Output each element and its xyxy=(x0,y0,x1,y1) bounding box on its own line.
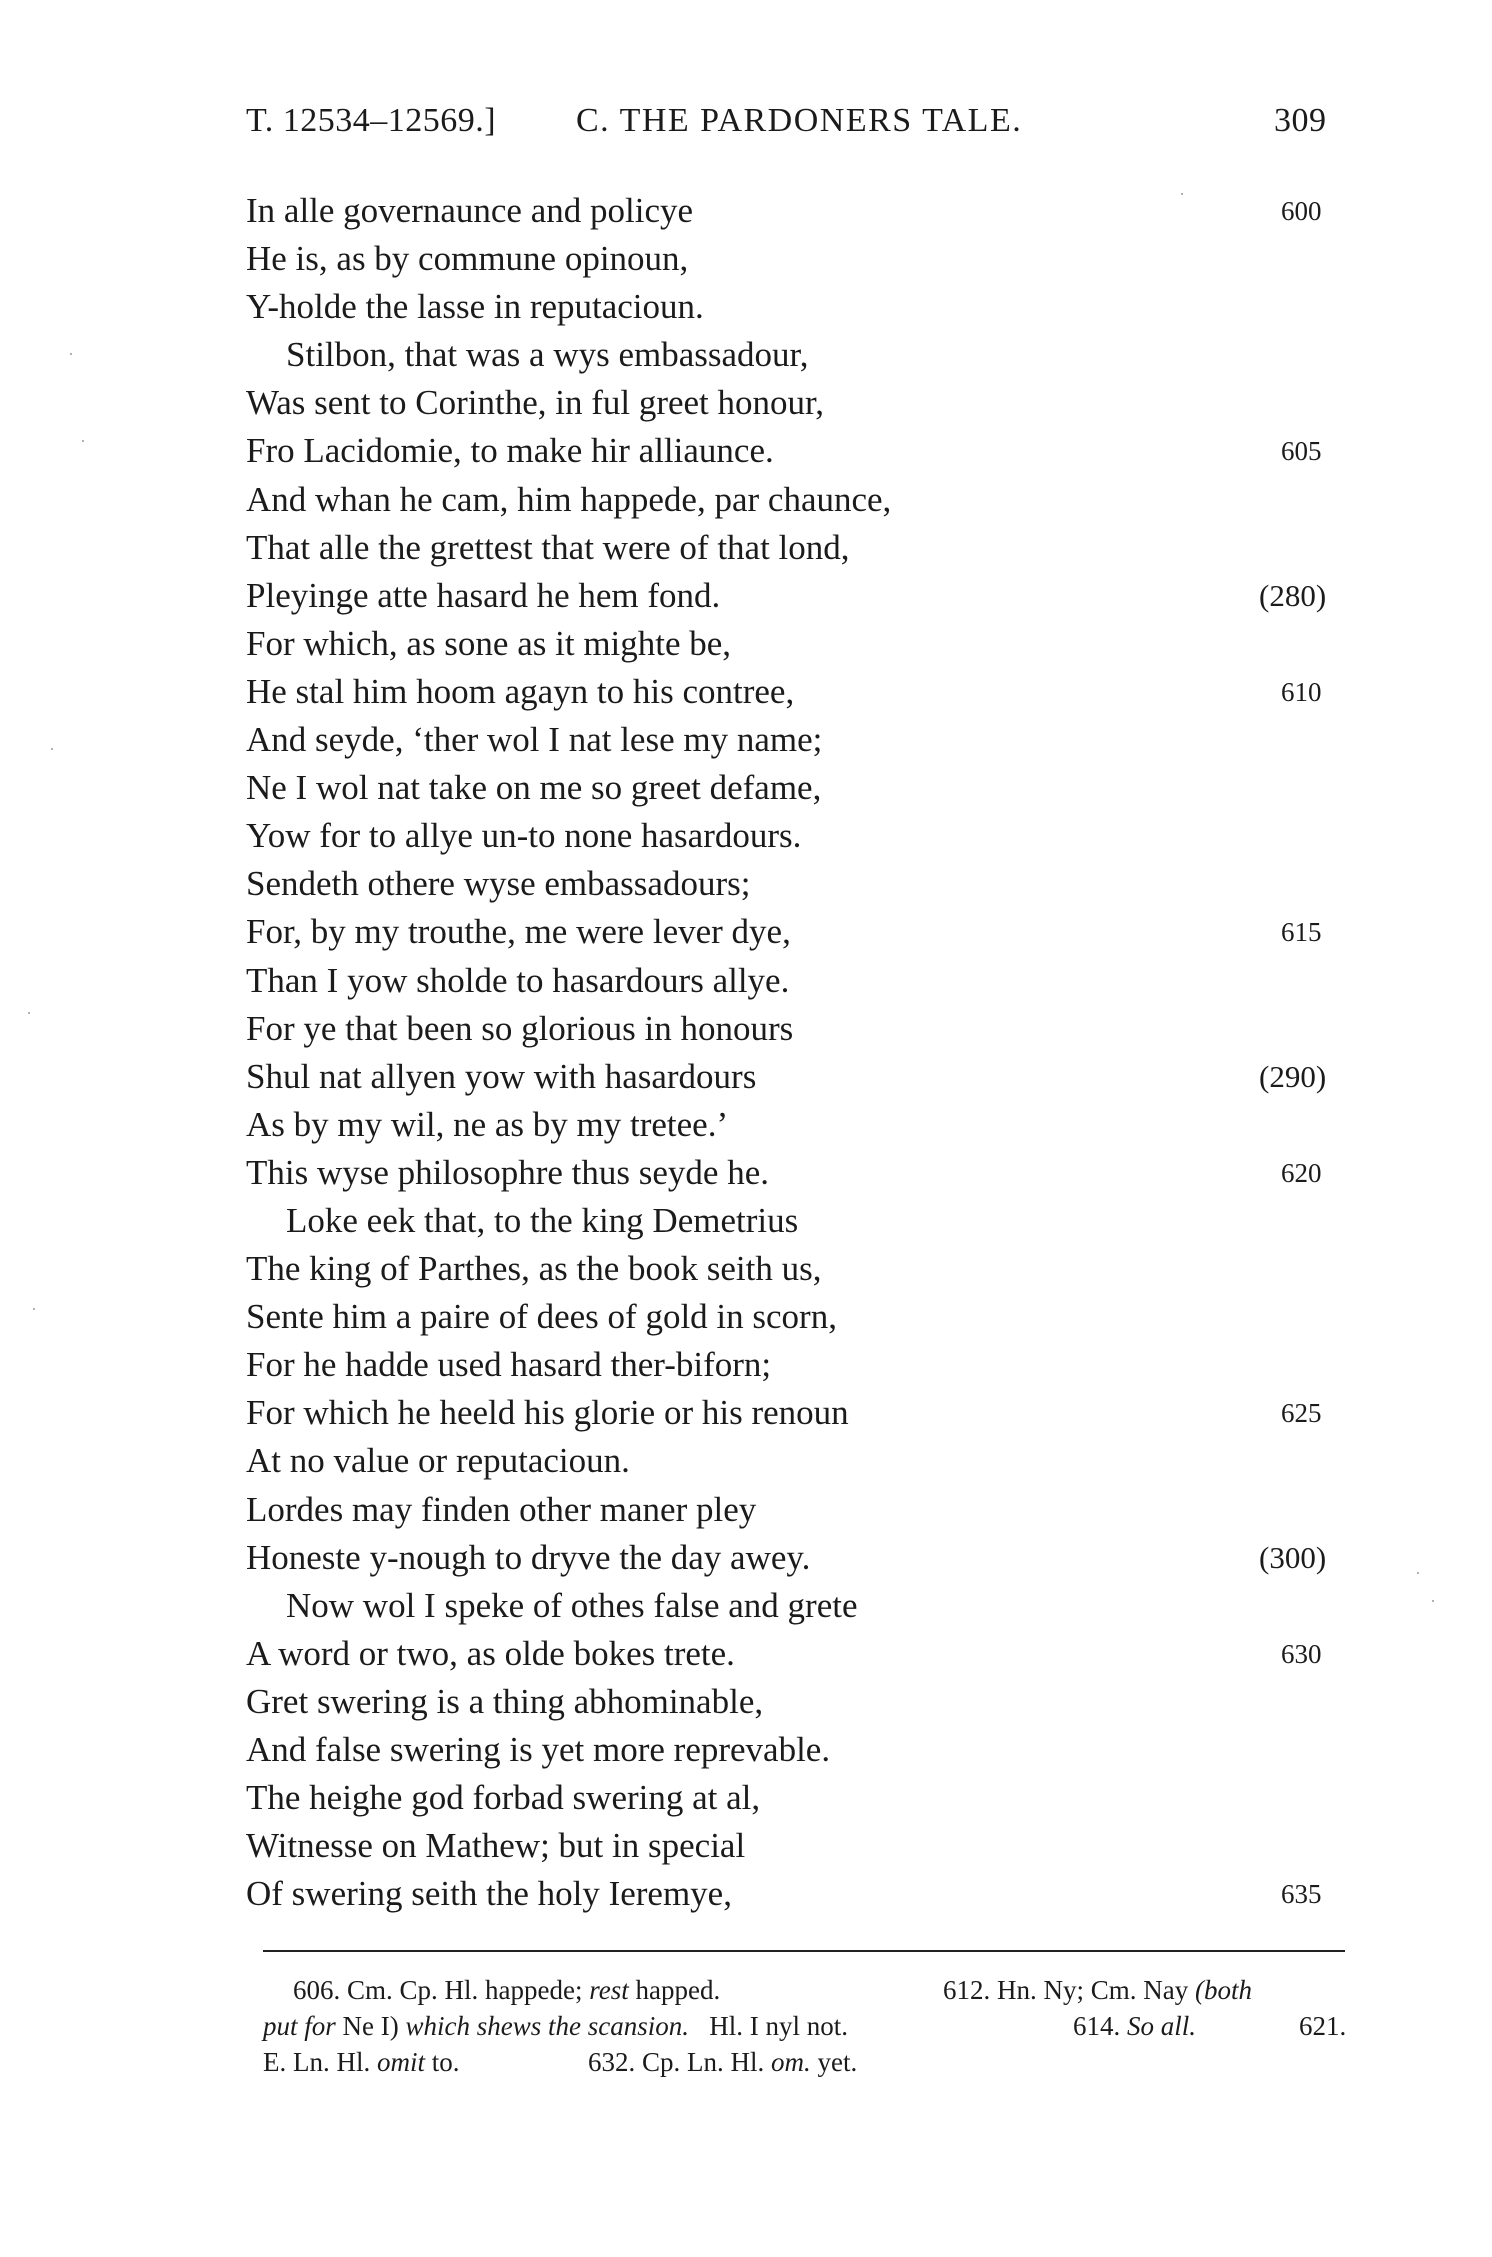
verse-line: At no value or reputacioun. xyxy=(246,1441,630,1481)
verse-line: Gret swering is a thing abhominable, xyxy=(246,1681,764,1721)
verse-line: A word or two, as olde bokes trete. 630 xyxy=(246,1630,1356,1678)
footnote-621: 621. xyxy=(1299,2011,1347,2041)
verse-line: Ne I wol nat take on me so greet defame, xyxy=(246,768,822,808)
verse-line: He is, as by commune opinoun, xyxy=(246,239,689,279)
verse-line: Than I yow sholde to hasardours allye. xyxy=(246,960,790,1000)
verse-line: For which he heeld his glorie or his renoun 625 xyxy=(246,1389,1356,1437)
scan-speck xyxy=(1417,1572,1419,1574)
verse-line: Lordes may finden other maner pley xyxy=(246,1489,757,1529)
verse-line: And seyde, ‘ther wol I nat lese my name; xyxy=(246,720,823,760)
verse-line: Stilbon, that was a wys embassadour, xyxy=(286,335,809,375)
verse-line: Was sent to Corinthe, in ful greet honour, xyxy=(246,383,825,423)
verse-line: For, by my trouthe, me were lever dye, 615 xyxy=(246,908,1356,956)
footnote-614: 614. So all. xyxy=(1073,2011,1197,2041)
verse-line: This wyse philosophre thus seyde he. 620 xyxy=(246,1149,1356,1197)
line-number: 600 xyxy=(1281,196,1322,226)
line-number: 605 xyxy=(1281,436,1322,467)
line-number: 635 xyxy=(1281,1879,1322,1910)
line-range: T. 12534–12569.] xyxy=(246,102,497,139)
verse-line: Shul nat allyen yow with hasardours (290) xyxy=(246,1053,1356,1101)
line-number: (290) xyxy=(1259,1058,1327,1094)
footnotes xyxy=(263,1972,1345,2080)
verse-line: As by my wil, ne as by my tretee.’ xyxy=(246,1104,729,1144)
verse-line: Sente him a paire of dees of gold in scorn, xyxy=(246,1297,837,1337)
running-header xyxy=(246,102,1346,150)
page-title: C. THE PARDONERS TALE. xyxy=(576,102,1023,139)
verse-line: The heighe god forbad swering at al, xyxy=(246,1778,761,1818)
verse-line: And false swering is yet more reprevable. xyxy=(246,1730,831,1769)
footnote-632: 632. Cp. Ln. Hl. om. yet. xyxy=(588,2047,858,2077)
scan-speck xyxy=(1432,1600,1434,1602)
footnote-line xyxy=(263,2044,1345,2080)
verse-line: Of swering seith the holy Ieremye, 635 xyxy=(246,1870,1356,1918)
verse-line: For he hadde used hasard ther-biforn; xyxy=(246,1345,772,1385)
verse-line: In alle governaunce and policye 600 xyxy=(246,187,1356,235)
scan-speck xyxy=(70,353,72,355)
footnote-divider xyxy=(263,1950,1345,1952)
verse-line: Y-holde the lasse in reputacioun. xyxy=(246,287,704,327)
scan-speck xyxy=(28,1012,30,1014)
line-number: (280) xyxy=(1259,577,1327,613)
verse-line: For ye that been so glorious in honours xyxy=(246,1008,794,1048)
verse-line: For which, as sone as it mighte be, xyxy=(246,623,732,663)
verse-line: Honeste y-nough to dryve the day awey. (300) xyxy=(246,1534,1356,1582)
verse-line: Sendeth othere wyse embassadours; xyxy=(246,864,751,904)
line-number: 625 xyxy=(1281,1398,1322,1429)
verse-line: Yow for to allye un-to none hasardours. xyxy=(246,816,802,856)
verse-text xyxy=(246,187,1356,1918)
line-number: 615 xyxy=(1281,917,1322,948)
scan-speck xyxy=(82,440,84,442)
verse-line: He stal him hoom agayn to his contree, 610 xyxy=(246,668,1356,716)
page-number: 309 xyxy=(1274,102,1327,139)
verse-line: Witnesse on Mathew; but in special xyxy=(246,1826,746,1866)
line-number: 620 xyxy=(1281,1157,1322,1188)
scan-speck xyxy=(33,1308,35,1310)
footnote-612-cont: put for Ne I) which shews the scansion. Hl. I nyl not. xyxy=(263,2011,848,2041)
verse-line: Now wol I speke of othes false and grete xyxy=(286,1585,858,1625)
line-number: (300) xyxy=(1259,1539,1327,1575)
verse-line: Pleyinge atte hasard he hem fond. (280) xyxy=(246,572,1356,620)
line-number: 630 xyxy=(1281,1638,1322,1669)
verse-line: That alle the grettest that were of that lond, xyxy=(246,527,850,567)
footnote-621-cont: E. Ln. Hl. omit to. xyxy=(263,2047,460,2077)
verse-line: Fro Lacidomie, to make hir alliaunce. 605 xyxy=(246,427,1356,475)
footnote-line xyxy=(263,2008,1345,2044)
line-number: 610 xyxy=(1281,676,1322,707)
scan-speck xyxy=(51,748,53,750)
verse-line: Loke eek that, to the king Demetrius xyxy=(286,1200,799,1240)
verse-line: And whan he cam, him happede, par chaunce, xyxy=(246,479,892,519)
footnote-line xyxy=(263,1972,1345,2008)
scan-speck xyxy=(1181,193,1183,195)
footnote-612: 612. Hn. Ny; Cm. Nay (both xyxy=(943,1975,1252,2005)
footnote-606: 606. Cm. Cp. Hl. happede; rest happed. xyxy=(293,1975,721,2005)
verse-line: The king of Parthes, as the book seith us, xyxy=(246,1249,822,1289)
